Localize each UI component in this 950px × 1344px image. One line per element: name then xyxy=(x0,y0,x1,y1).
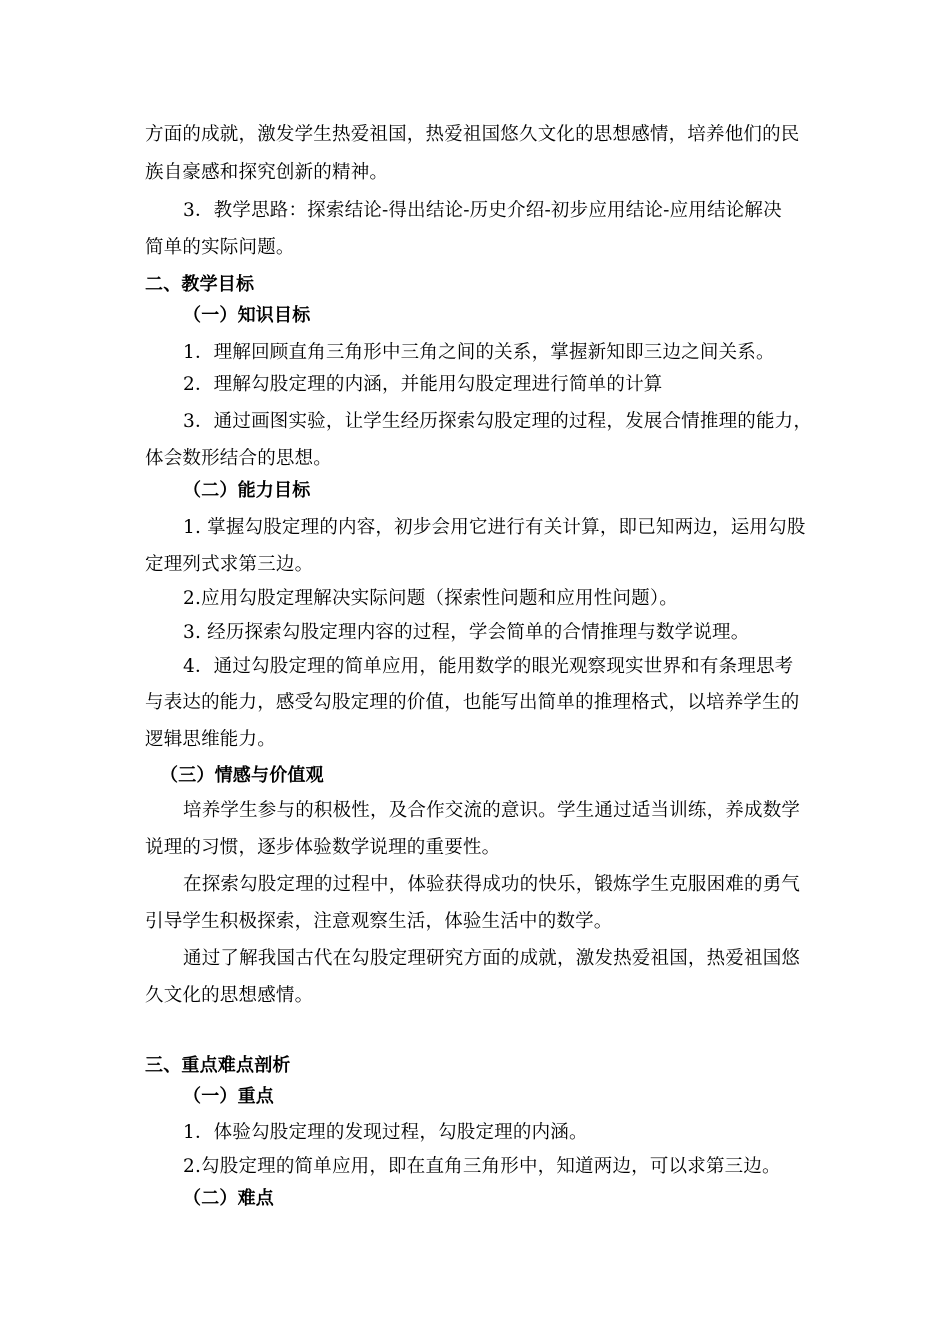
subsection-heading-emotion: （三）情感与价值观 xyxy=(160,765,324,786)
section-heading-3: 三、重点难点剖析 xyxy=(145,1055,291,1076)
paragraph-line: 引导学生积极探索，注意观察生活，体验生活中的数学。 xyxy=(145,911,613,932)
paragraph-line: 培养学生参与的积极性，及合作交流的意识。学生通过适当训练，养成数学 xyxy=(183,800,801,821)
paragraph-line: 体会数形结合的思想。 xyxy=(145,448,333,469)
paragraph-line: 4．通过勾股定理的简单应用，能用数学的眼光观察现实世界和有条理思考 xyxy=(183,656,794,677)
paragraph-line: 在探索勾股定理的过程中，体验获得成功的快乐，锻炼学生克服困难的勇气 xyxy=(183,874,801,895)
paragraph-line: 说理的习惯，逐步体验数学说理的重要性。 xyxy=(145,837,501,858)
paragraph-line: 逻辑思维能力。 xyxy=(145,729,276,750)
paragraph-line: 3. 经历探索勾股定理内容的过程，学会简单的合情推理与数学说理。 xyxy=(183,622,750,643)
paragraph-line: 简单的实际问题。 xyxy=(145,237,295,258)
paragraph-line: 定理列式求第三边。 xyxy=(145,554,314,575)
subsection-heading-knowledge: （一）知识目标 xyxy=(183,305,311,326)
paragraph-line: 久文化的思想感情。 xyxy=(145,985,314,1006)
paragraph-line: 1．理解回顾直角三角形中三角之间的关系，掌握新知即三边之间关系。 xyxy=(183,342,775,363)
paragraph-line: 通过了解我国古代在勾股定理研究方面的成就，激发热爱祖国，热爱祖国悠 xyxy=(183,948,801,969)
section-heading-2: 二、教学目标 xyxy=(145,274,255,295)
paragraph-line: 1．体验勾股定理的发现过程，勾股定理的内涵。 xyxy=(183,1122,588,1143)
paragraph-line: 2．理解勾股定理的内涵，并能用勾股定理进行简单的计算 xyxy=(183,374,663,395)
paragraph-line: 方面的成就，激发学生热爱祖国，热爱祖国悠久文化的思想感情，培养他们的民 xyxy=(145,124,800,145)
paragraph-line: 2.应用勾股定理解决实际问题（探索性问题和应用性问题）。 xyxy=(183,588,679,609)
paragraph-line: 3．教学思路：探索结论-得出结论-历史介绍-初步应用结论-应用结论解决 xyxy=(183,200,782,221)
subsection-heading-difficulties: （二）难点 xyxy=(183,1188,274,1209)
paragraph-line: 1. 掌握勾股定理的内容，初步会用它进行有关计算，即已知两边，运用勾股 xyxy=(183,517,806,538)
paragraph-line: 3．通过画图实验，让学生经历探索勾股定理的过程，发展合情推理的能力， xyxy=(183,411,813,432)
paragraph-line: 族自豪感和探究创新的精神。 xyxy=(145,162,389,183)
paragraph-line: 2.勾股定理的简单应用，即在直角三角形中，知道两边，可以求第三边。 xyxy=(183,1156,781,1177)
paragraph-line: 与表达的能力，感受勾股定理的价值，也能写出简单的推理格式，以培养学生的 xyxy=(145,692,800,713)
subsection-heading-ability: （二）能力目标 xyxy=(183,480,311,501)
subsection-heading-key-points: （一）重点 xyxy=(183,1086,274,1107)
